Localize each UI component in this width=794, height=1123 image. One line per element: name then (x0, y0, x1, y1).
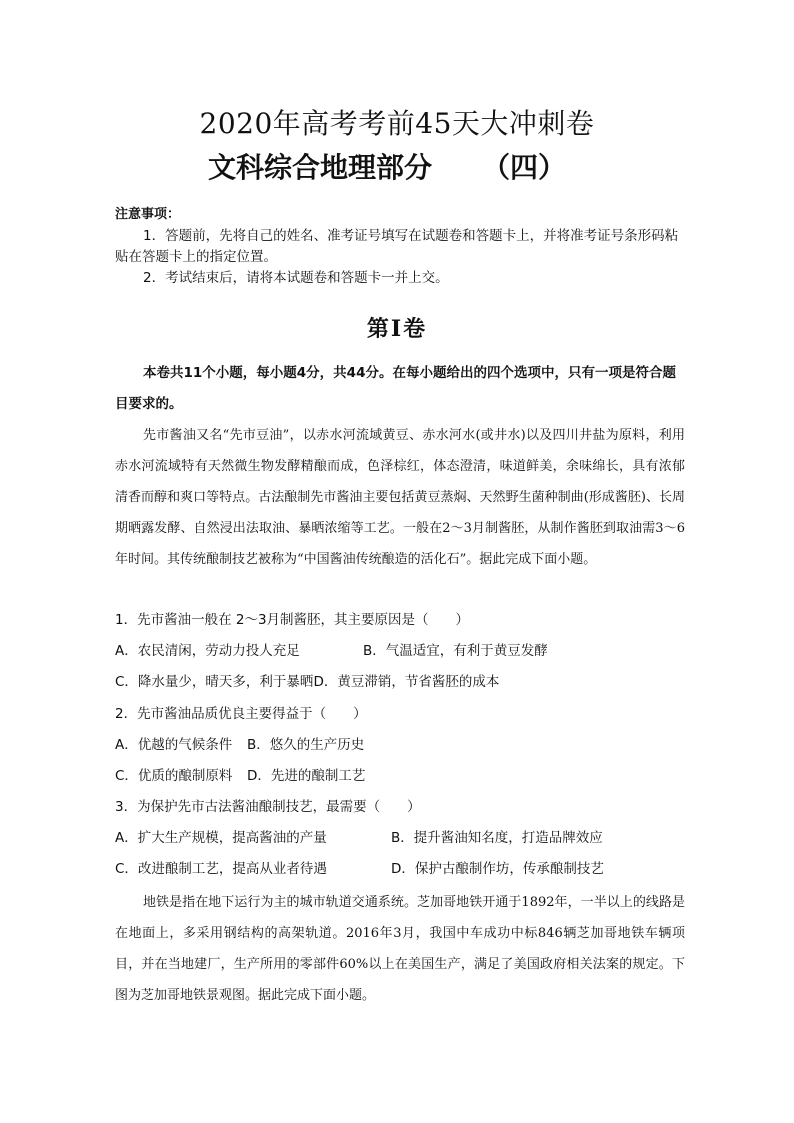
option-d: D．先进的酿制工艺 (247, 768, 366, 784)
option-a: A．优越的气候条件 (115, 737, 233, 753)
note-item-2: 2．考试结束后，请将本试题卷和答题卡一并上交。 (143, 270, 449, 286)
option-b: B．提升酱油知名度，打造品牌效应 (391, 830, 603, 846)
option-b: B．悠久的生产历史 (247, 737, 365, 753)
question-2-stem: 2．先市酱油品质优良主要得益于（ ） (115, 706, 367, 722)
question-3-options (115, 828, 685, 848)
question-2-options (115, 735, 685, 755)
section-intro: 本卷共11个小题，每小题4分，共44分。在每小题给出的四个选项中，只有一项是符合题目要求的。 (115, 365, 676, 412)
subtitle-text: 文科综合地理部分 (208, 151, 433, 184)
option-a: A．扩大生产规模，提高酱油的产量 (115, 830, 327, 846)
passage-soy-sauce: 先市酱油又名“先市豆油”，以赤水河流域黄豆、赤水河水(或井水)以及四川井盐为原料，利用赤水河流域特有天然微生物发酵精酿而成，色泽棕红，体态澄清，味道鲜美，余味绵长，具有浓郁清香而醇和爽口等特点。古法酿制先市酱油主要包括黄豆蒸焖、天然野生菌种制曲(形成酱胚)、长周期晒露发酵、自然浸出法取油、暴晒浓缩等工艺。一般在2～3月制酱胚，从制作酱胚到取油需3～6年时间。其传统酿制技艺被称为“中国酱油传统酿造的活化石”。据此完成下面小题。 (115, 428, 685, 567)
passage-chicago-subway: 地铁是指在地下运行为主的城市轨道交通系统。芝加哥地铁开通于1892年，一半以上的线路是在地面上，多采用钢结构的高架轨道。2016年3月，我国中车成功中标846辆芝加哥地铁车辆项目，并在当地建厂，生产所用的零部件60%以上在美国生产，满足了美国政府相关法案的规定。下图为芝加哥地铁景观图。据此完成下面小题。 (115, 895, 685, 1003)
option-b: B．气温适宜，有利于黄豆发酵 (363, 643, 548, 659)
option-c: C．改进酿制工艺，提高从业者待遇 (115, 861, 327, 877)
question-1-options-2 (115, 672, 685, 692)
option-d: D．保护古酿制作坊，传承酿制技艺 (391, 861, 604, 877)
question-1-options (115, 641, 685, 661)
option-c: C．降水量少，晴天多，利于暴晒 (115, 674, 314, 690)
exam-title: 2020年高考考前45天大冲刺卷 (199, 107, 595, 140)
option-c: C．优质的酿制原料 (115, 768, 233, 784)
question-3-options-2 (115, 859, 685, 879)
question-2-options-2 (115, 766, 685, 786)
exam-subtitle (208, 146, 608, 186)
question-3-stem: 3．为保护先市古法酱油酿制技艺，最需要（ ） (115, 799, 421, 815)
option-d: D．黄豆滞销，节省酱胚的成本 (313, 674, 500, 690)
subtitle-number: （四） (482, 151, 567, 184)
option-a: A．农民清闲，劳动力投人充足 (115, 643, 300, 659)
section-heading: 第Ⅰ卷 (366, 316, 428, 342)
notes-heading: 注意事项： (115, 207, 181, 222)
note-item-1: 1．答题前，先将自己的姓名、准考证号填写在试题卷和答题卡上，并将准考证号条形码粘贴在答题卡上的指定位置。 (115, 228, 679, 265)
question-1-stem: 1．先市酱油一般在 2～3月制酱胚，其主要原因是（ ） (115, 612, 470, 628)
